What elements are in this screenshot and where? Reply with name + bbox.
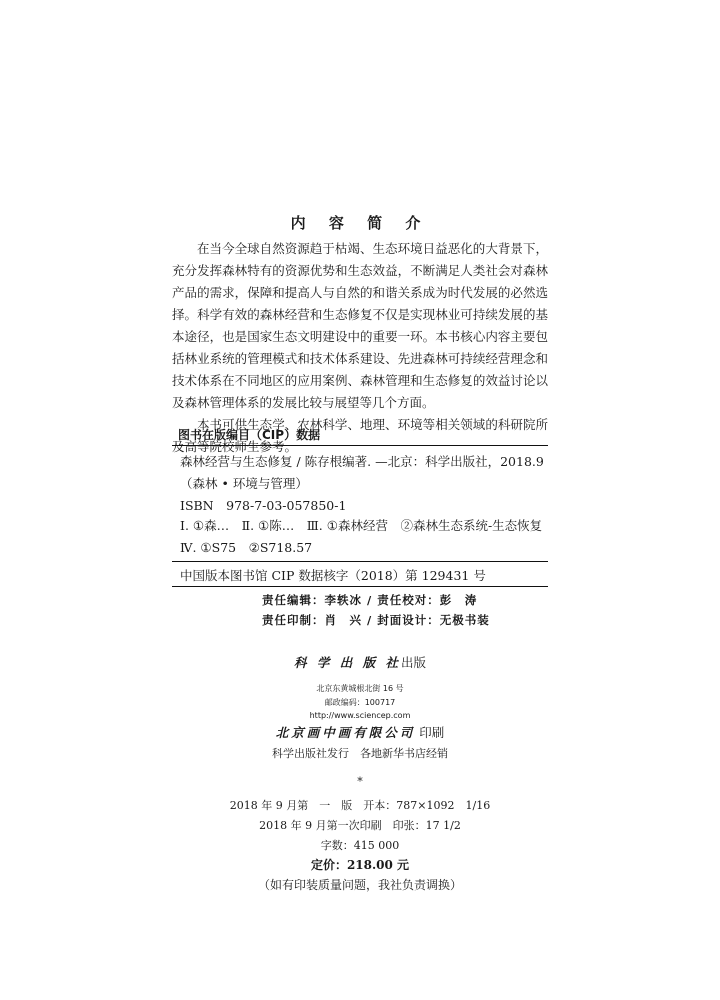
cip-series-line: （森林 • 环境与管理） bbox=[180, 476, 308, 491]
printer-name: 北京画中画有限公司 bbox=[275, 725, 416, 740]
publisher-line bbox=[0, 653, 720, 671]
summary-paragraph-1: 在当今全球自然资源趋于枯竭、生态环境日益恶化的大背景下，充分发挥森林特有的资源优势和生态效益，不断满足人类社会对森林产品的需求，保障和提高人与自然的和谐关系成为时代发展的必然选择。科学有效的森林经营和生态修复不仅是实现林业可持续发展的基本途径，也是国家生态文明建设中的重要一环。本书核心内容主要包括林业系统的管理模式和技术体系建设、先进森林可持续经营理念和技术体系在不同地区的应用案例、森林管理和生态修复的效益讨论以及森林管理体系的发展比较与展望等几个方面。 bbox=[172, 241, 548, 410]
cip-heading: 图书在版编目（CIP）数据 bbox=[178, 428, 321, 442]
cip-bottom-rule bbox=[172, 586, 548, 587]
word-count: 字数：415 000 bbox=[320, 839, 400, 852]
publisher-address: 北京东黄城根北街 16 号 bbox=[316, 684, 404, 693]
cip-classification: Ⅰ. ①森… Ⅱ. ①陈… Ⅲ. ①森林经营 ②森林生态系统-生态恢复 Ⅳ. ①S75 ②S718.57 bbox=[180, 518, 555, 555]
print-line: 2018 年 9 月第一次印刷 印张：17 1/2 bbox=[259, 819, 461, 832]
cip-top-rule bbox=[172, 445, 548, 446]
price: 定价：218.00 元 bbox=[310, 858, 410, 872]
quality-notice: （如有印装质量问题，我社负责调换） bbox=[257, 878, 462, 892]
publisher-suffix: 出版 bbox=[400, 655, 426, 670]
cip-title-line: 森林经营与生态修复 / 陈存根编著. —北京：科学出版社，2018.9 bbox=[180, 454, 544, 469]
edition-line: 2018 年 9 月第 一 版 开本：787×1092 1/16 bbox=[229, 799, 491, 812]
distribution-line: 科学出版社发行 各地新华书店经销 bbox=[272, 747, 448, 760]
printer-line bbox=[0, 723, 720, 741]
summary-body bbox=[172, 238, 548, 458]
printer-suffix: 印刷 bbox=[419, 725, 445, 740]
cip-number: 中国版本图书馆 CIP 数据核字（2018）第 129431 号 bbox=[180, 568, 486, 583]
credits-production: 责任印制：肖 兴 / 封面设计：无极书装 bbox=[262, 613, 490, 627]
publisher-postcode: 邮政编码：100717 bbox=[324, 698, 396, 707]
summary-paragraph-2: 本书可供生态学、农林科学、地理、环境等相关领域的科研院所及高等院校师生参考。 bbox=[172, 417, 548, 454]
credits-editors: 责任编辑：李轶冰 / 责任校对：彭 涛 bbox=[262, 593, 478, 607]
cip-middle-rule bbox=[172, 561, 548, 562]
edition-separator: * bbox=[357, 775, 363, 788]
cip-isbn-line: ISBN 978-7-03-057850-1 bbox=[180, 498, 347, 513]
publisher-name: 科 学 出 版 社 bbox=[294, 655, 401, 670]
publisher-website: http://www.sciencep.com bbox=[309, 711, 411, 720]
summary-title: 内 容 简 介 bbox=[290, 214, 430, 232]
